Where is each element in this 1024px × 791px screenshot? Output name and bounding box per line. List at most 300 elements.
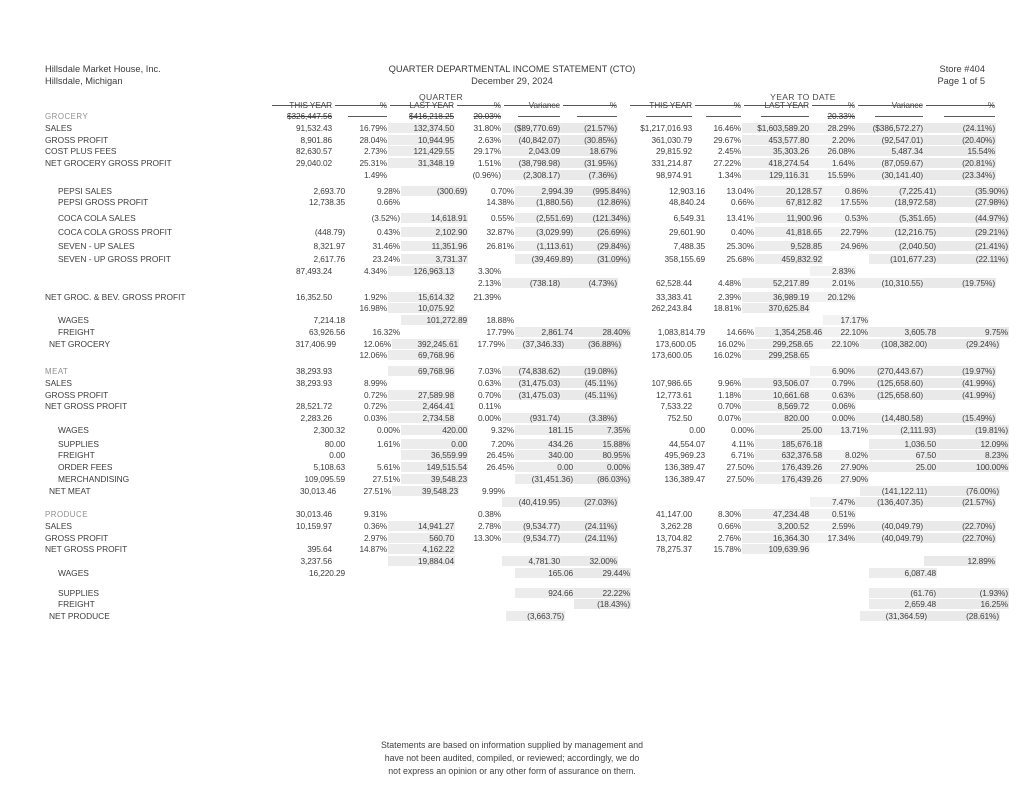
row-label: FREIGHT (58, 450, 95, 461)
cell: (20.81%) (924, 158, 996, 168)
cell: 331,214.87 (651, 158, 692, 168)
column-header: Variance (856, 100, 924, 111)
cell: 0.66% (376, 197, 400, 208)
cell: 5,108.63 (313, 462, 345, 472)
table-row (0, 213, 1024, 225)
cell: 44,554.07 (668, 438, 705, 449)
table-row (0, 339, 1024, 351)
cell: 24.96% (823, 241, 869, 251)
cell: 87,493.24 (295, 266, 332, 276)
cell: (45.11%) (561, 378, 618, 388)
cell: (29.21%) (937, 227, 1009, 237)
cell: (92,547.01) (856, 135, 924, 145)
cell: 0.86% (823, 186, 869, 196)
cell: (30,141.40) (856, 170, 924, 180)
cell: 14,618.91 (401, 213, 468, 223)
row-label: COST PLUS FEES (45, 146, 117, 157)
cell: 47,234.48 (742, 509, 810, 519)
cell: (141,122.11) (860, 486, 928, 496)
cell: (45.11%) (561, 390, 618, 400)
table-row (0, 599, 1024, 611)
cell: (40,419.95) (502, 497, 561, 507)
cell: 0.40% (730, 226, 754, 237)
cell: 136,389.47 (664, 462, 705, 472)
cell: 13,704.82 (655, 532, 692, 543)
cell: 0.00 (401, 439, 468, 449)
ruled-blank (706, 116, 741, 117)
cell: 15.59% (810, 170, 856, 180)
cell: 31,348.19 (388, 158, 455, 168)
cell: 262,243.84 (651, 303, 692, 314)
table-row (0, 135, 1024, 147)
cell: 109,095.59 (304, 473, 345, 484)
cell: 0.63% (477, 377, 501, 388)
cell: 98,974.91 (655, 169, 692, 180)
cell: (101,677.23) (869, 254, 937, 264)
row-label: GROSS PROFIT (45, 134, 109, 145)
cell: 6,087.48 (869, 568, 937, 578)
cell: (2,040.50) (869, 241, 937, 251)
table-row (0, 390, 1024, 402)
cell: 181.15 (515, 425, 574, 435)
cell: 14.66% (726, 326, 754, 337)
table-row (0, 413, 1024, 425)
cell (502, 111, 561, 121)
row-label: FREIGHT (58, 599, 95, 610)
table-row (0, 350, 1024, 362)
cell: (29.24%) (928, 339, 1000, 349)
ruled-blank (761, 116, 809, 117)
cell: 7.20% (490, 438, 514, 449)
cell: (738.18) (502, 278, 561, 288)
cell: 20.33% (827, 111, 855, 121)
cell: (74,838.62) (502, 366, 561, 376)
cell: (21.57%) (561, 123, 618, 133)
cell: 27.51% (372, 473, 400, 484)
disclaimer-line: have not been audited, compiled, or reviewed; accordingly, we do (384, 753, 640, 764)
cell: 2,043.09 (502, 146, 561, 156)
table-row (0, 266, 1024, 278)
cell: 632,376.58 (755, 450, 823, 460)
cell: 6.71% (730, 450, 754, 461)
cell: 9.32% (490, 424, 514, 435)
cell: 2,994.39 (515, 186, 574, 196)
quarter-group-header: QUARTER (419, 92, 463, 102)
cell: 11,900.96 (755, 213, 823, 223)
cell: 2.01% (810, 278, 856, 288)
cell: 2,283.26 (300, 413, 332, 423)
cell: 0.00% (477, 413, 501, 423)
cell: 0.55% (490, 213, 514, 223)
disclaimer-line: Statements are based on information supplied by management and (380, 740, 644, 750)
cell: 2.63% (477, 134, 501, 145)
cell: 3,237.56 (300, 556, 332, 566)
cell: 12,903.16 (668, 185, 705, 196)
table-row (0, 158, 1024, 170)
cell: 26.81% (486, 240, 514, 251)
cell: (1,880.56) (515, 197, 574, 207)
cell: (41.99%) (924, 390, 996, 400)
cell: 13.41% (726, 213, 754, 223)
row-label: FREIGHT (58, 326, 95, 337)
cell: 2.83% (810, 266, 856, 276)
cell: 8.23% (937, 450, 1009, 460)
cell: 121,429.55 (388, 146, 455, 156)
cell: 0.51% (810, 509, 856, 519)
table-row (0, 588, 1024, 600)
cell: 459,832.92 (755, 254, 823, 264)
cell: 16.32% (372, 326, 400, 337)
cell: 16.25% (937, 599, 1009, 609)
cell: 9.28% (376, 185, 400, 196)
cell: 25.00 (755, 425, 823, 435)
cell: 7.03% (477, 366, 501, 376)
cell: 924.66 (515, 588, 574, 598)
row-label: MERCHANDISING (58, 473, 130, 484)
cell: 0.00 (515, 462, 574, 472)
cell: 25.31% (359, 158, 387, 168)
cell: 132,374.50 (388, 123, 455, 133)
cell: 27.90% (823, 474, 869, 484)
column-header: LAST YEAR (388, 100, 455, 111)
cell: 8.99% (363, 377, 387, 388)
cell: 22.10% (823, 327, 869, 337)
cell: 15.54% (924, 146, 996, 156)
table-row (0, 425, 1024, 437)
cell: 62,528.44 (655, 277, 692, 288)
cell: 12.06% (359, 350, 387, 361)
cell: 78,275.37 (655, 544, 692, 555)
cell: 0.00 (689, 424, 705, 435)
cell: 2,693.70 (313, 185, 345, 196)
cell: 52,217.89 (742, 278, 810, 288)
cell: 39,548.23 (401, 474, 468, 484)
cell: 35,303.26 (742, 146, 810, 156)
cell: 14,941.27 (388, 521, 455, 531)
cell: 10,661.68 (742, 390, 810, 400)
disclaimer-line: not express an opinion or any other form of assurance on them. (388, 766, 636, 777)
cell: 7.35% (574, 425, 631, 435)
cell (742, 111, 810, 121)
cell: 2.39% (717, 291, 741, 302)
cell: (995.84%) (574, 186, 631, 196)
cell: 8.02% (823, 450, 869, 460)
cell: 2.97% (363, 532, 387, 543)
cell: 28,521.72 (295, 401, 332, 412)
cell: 10,159.97 (295, 520, 332, 531)
table-row (0, 486, 1024, 498)
cell: 2,617.76 (313, 254, 345, 265)
table-row (0, 497, 1024, 509)
row-label: WAGES (58, 424, 89, 435)
cell: 11,351.96 (401, 241, 468, 251)
cell (333, 111, 388, 121)
cell: (27.03%) (561, 497, 618, 507)
cell: (270,443.67) (856, 366, 924, 376)
table-row (0, 378, 1024, 390)
cell: 2.45% (717, 146, 741, 157)
cell: 2.20% (810, 135, 856, 145)
cell: 25.68% (726, 254, 754, 265)
cell: 25.30% (726, 240, 754, 251)
cell: 361,030.79 (651, 134, 692, 145)
cell: 27.50% (726, 473, 754, 484)
table-row (0, 197, 1024, 209)
cell: $1,217,016.93 (640, 122, 692, 133)
cell: 17.17% (823, 315, 869, 325)
report-date: December 29, 2024 (471, 75, 553, 86)
cell: 31.80% (473, 122, 501, 133)
cell: 16.98% (359, 303, 387, 314)
cell: 63,926.56 (308, 326, 345, 337)
cell: (24.11%) (561, 521, 618, 531)
cell: 107,986.65 (651, 377, 692, 388)
cell: (20.40%) (924, 135, 996, 145)
cell: 0.00% (730, 424, 754, 435)
cell: ($89,770.69) (502, 123, 561, 133)
cell: 299,258.65 (742, 350, 810, 360)
cell: 12.09% (937, 439, 1009, 449)
cell: 2,659.48 (869, 599, 937, 609)
cell: (10,310.55) (856, 278, 924, 288)
cell: 10,944.95 (388, 135, 455, 145)
cell: (125,658.60) (856, 390, 924, 400)
cell (561, 111, 618, 121)
cell: (27.98%) (937, 197, 1009, 207)
cell: 176,439.26 (755, 474, 823, 484)
cell: 22.79% (823, 227, 869, 237)
cell: 3,605.78 (869, 327, 937, 337)
table-row (0, 568, 1024, 580)
cell: 176,439.26 (755, 462, 823, 472)
cell: 16.02% (713, 350, 741, 361)
cell: 20,128.57 (755, 186, 823, 196)
cell: 20.12% (810, 292, 856, 302)
cell: 358,155.69 (664, 254, 705, 265)
cell (924, 111, 996, 121)
cell: 25.00 (869, 462, 937, 472)
cell: 39,548.23 (392, 486, 459, 496)
cell: 7.47% (810, 497, 856, 507)
cell: 1.51% (477, 158, 501, 168)
row-label: GROSS PROFIT (45, 389, 109, 400)
cell: 418,274.54 (742, 158, 810, 168)
cell: (39,469.89) (515, 254, 574, 264)
column-header: LAST YEAR (742, 100, 810, 111)
cell: (125,658.60) (856, 378, 924, 388)
cell: (19.08%) (561, 366, 618, 376)
cell: 4.48% (717, 277, 741, 288)
cell: 14.87% (359, 544, 387, 555)
company-name: Hillsdale Market House, Inc. (45, 64, 161, 74)
cell: 453,577.80 (742, 135, 810, 145)
cell: 392,245.61 (392, 339, 459, 349)
cell: 80.95% (574, 450, 631, 460)
cell: 18.81% (713, 303, 741, 314)
cell (693, 111, 742, 121)
cell: (15.49%) (924, 413, 996, 423)
cell: (31.95%) (561, 158, 618, 168)
cell: 31.46% (372, 240, 400, 251)
cell: 129,116.31 (742, 170, 810, 180)
cell: (7,225.41) (869, 186, 937, 196)
cell: 1,083,814.79 (657, 326, 705, 337)
report-title: QUARTER DEPARTMENTAL INCOME STATEMENT (CTO) (388, 64, 636, 74)
cell: 36,989.19 (742, 292, 810, 302)
table-row (0, 170, 1024, 182)
cell: 1,354,258.46 (755, 327, 823, 337)
cell: 27.90% (823, 462, 869, 472)
cell: 21.39% (473, 291, 501, 302)
company-city: Hillsdale, Michigan (45, 75, 123, 86)
table-row (0, 439, 1024, 451)
table-row (0, 278, 1024, 290)
cell: 101,272.89 (401, 315, 468, 325)
row-label: WAGES (58, 567, 89, 578)
row-label: NET MEAT (49, 485, 91, 496)
cell: (22.70%) (924, 533, 996, 543)
cell: (3.38%) (561, 413, 618, 423)
cell: (19.97%) (924, 366, 996, 376)
table-row (0, 303, 1024, 315)
section-label: GROCERY (45, 112, 89, 121)
cell: 0.53% (823, 213, 869, 223)
table-row (0, 111, 1024, 123)
cell: 299,258.65 (746, 339, 814, 349)
cell: 0.72% (363, 401, 387, 412)
cell: 15,614.32 (388, 292, 455, 302)
cell: 13.71% (823, 425, 869, 435)
company-block (45, 64, 161, 87)
row-label: SALES (45, 122, 73, 133)
cell: 15.78% (713, 544, 741, 555)
cell: (31,475.03) (502, 390, 561, 400)
cell: 109,639.96 (742, 544, 810, 554)
cell: 1.34% (717, 169, 741, 180)
cell: (21.41%) (937, 241, 1009, 251)
cell: 67.50 (869, 450, 937, 460)
cell: (18.43%) (574, 599, 631, 609)
cell: 0.06% (810, 401, 856, 411)
cell: 2.73% (363, 146, 387, 157)
row-label: SUPPLIES (58, 438, 99, 449)
ruled-blank (577, 116, 617, 117)
cell: (26.69%) (574, 227, 631, 237)
cell: 165.06 (515, 568, 574, 578)
cell: 13.04% (726, 185, 754, 196)
cell: 16,352.50 (295, 291, 332, 302)
cell: (22.11%) (937, 254, 1009, 264)
cell: (12.86%) (574, 197, 631, 207)
cell (856, 111, 924, 121)
table-row (0, 315, 1024, 327)
cell: 80.00 (324, 438, 345, 449)
cell: 0.43% (376, 226, 400, 237)
row-label: SEVEN - UP SALES (58, 240, 135, 251)
cell: 1,036.50 (869, 439, 937, 449)
table-row (0, 366, 1024, 378)
cell: 7,488.35 (673, 240, 705, 251)
cell: 15.88% (574, 439, 631, 449)
cell: (36.88%) (565, 339, 622, 349)
cell: (448.79) (314, 226, 345, 237)
cell: 17.79% (486, 326, 514, 337)
cell: (136,407.35) (856, 497, 924, 507)
cell: 9.75% (937, 327, 1009, 337)
cell: 5.61% (376, 462, 400, 472)
table-row (0, 521, 1024, 533)
cell: (28.61%) (928, 611, 1000, 621)
cell: 2,102.90 (401, 227, 468, 237)
cell: (29.84%) (574, 241, 631, 251)
row-label: NET GROCERY GROSS PROFIT (45, 158, 172, 168)
cell: (35.90%) (937, 186, 1009, 196)
cell: 1.61% (376, 438, 400, 449)
cell: (1,113.61) (515, 241, 574, 251)
row-label: SUPPLIES (58, 587, 99, 598)
cell: $416,218.25 (408, 111, 454, 121)
table-row (0, 533, 1024, 545)
ruled-blank (875, 116, 923, 117)
cell: 2.76% (717, 532, 741, 543)
cell: 2.59% (810, 521, 856, 531)
cell: 9.31% (363, 509, 387, 519)
cell: (23.34%) (924, 170, 996, 180)
section-label: PRODUCE (45, 510, 88, 519)
cell: (40,049.79) (856, 533, 924, 543)
cell: 38,293.93 (295, 366, 332, 376)
cell: $1,603,589.20 (742, 123, 810, 133)
cell: (3,029.99) (515, 227, 574, 237)
cell: 16,220.29 (308, 567, 345, 578)
cell: (76.00%) (928, 486, 1000, 496)
table-row (0, 556, 1024, 568)
cell: 173,600.05 (651, 350, 692, 361)
cell: (44.97%) (937, 213, 1009, 223)
cell: (14,480.58) (856, 413, 924, 423)
income-statement-table (0, 100, 1024, 623)
cell: 6,549.31 (673, 213, 705, 223)
cell: 28.40% (574, 327, 631, 337)
table-row (0, 123, 1024, 135)
cell: 10,075.92 (388, 303, 455, 313)
ytd-group-header: YEAR TO DATE (770, 92, 836, 102)
cell: 17.55% (823, 197, 869, 207)
cell: 370,625.84 (742, 303, 810, 313)
cell: 18.67% (561, 146, 618, 156)
cell: 16.79% (359, 122, 387, 133)
cell: 28.04% (359, 134, 387, 145)
cell: 0.00% (810, 413, 856, 423)
cell: 0.07% (717, 413, 741, 423)
row-label-header (45, 100, 270, 111)
cell: 173,600.05 (655, 338, 696, 349)
cell: 9.96% (717, 377, 741, 388)
cell: 0.70% (477, 389, 501, 400)
cell: 1.92% (363, 291, 387, 302)
cell: 185,676.18 (755, 439, 823, 449)
cell: 67,812.82 (755, 197, 823, 207)
cell: 12,773.61 (655, 389, 692, 400)
table-row (0, 474, 1024, 486)
table-row (0, 186, 1024, 198)
cell: 36,559.99 (401, 450, 468, 460)
cell: 41,818.65 (755, 227, 823, 237)
row-label: PEPSI GROSS PROFIT (58, 197, 149, 208)
cell: 149,515.54 (401, 462, 468, 472)
cell: 29.44% (574, 568, 631, 578)
cell: (931.74) (502, 413, 561, 423)
